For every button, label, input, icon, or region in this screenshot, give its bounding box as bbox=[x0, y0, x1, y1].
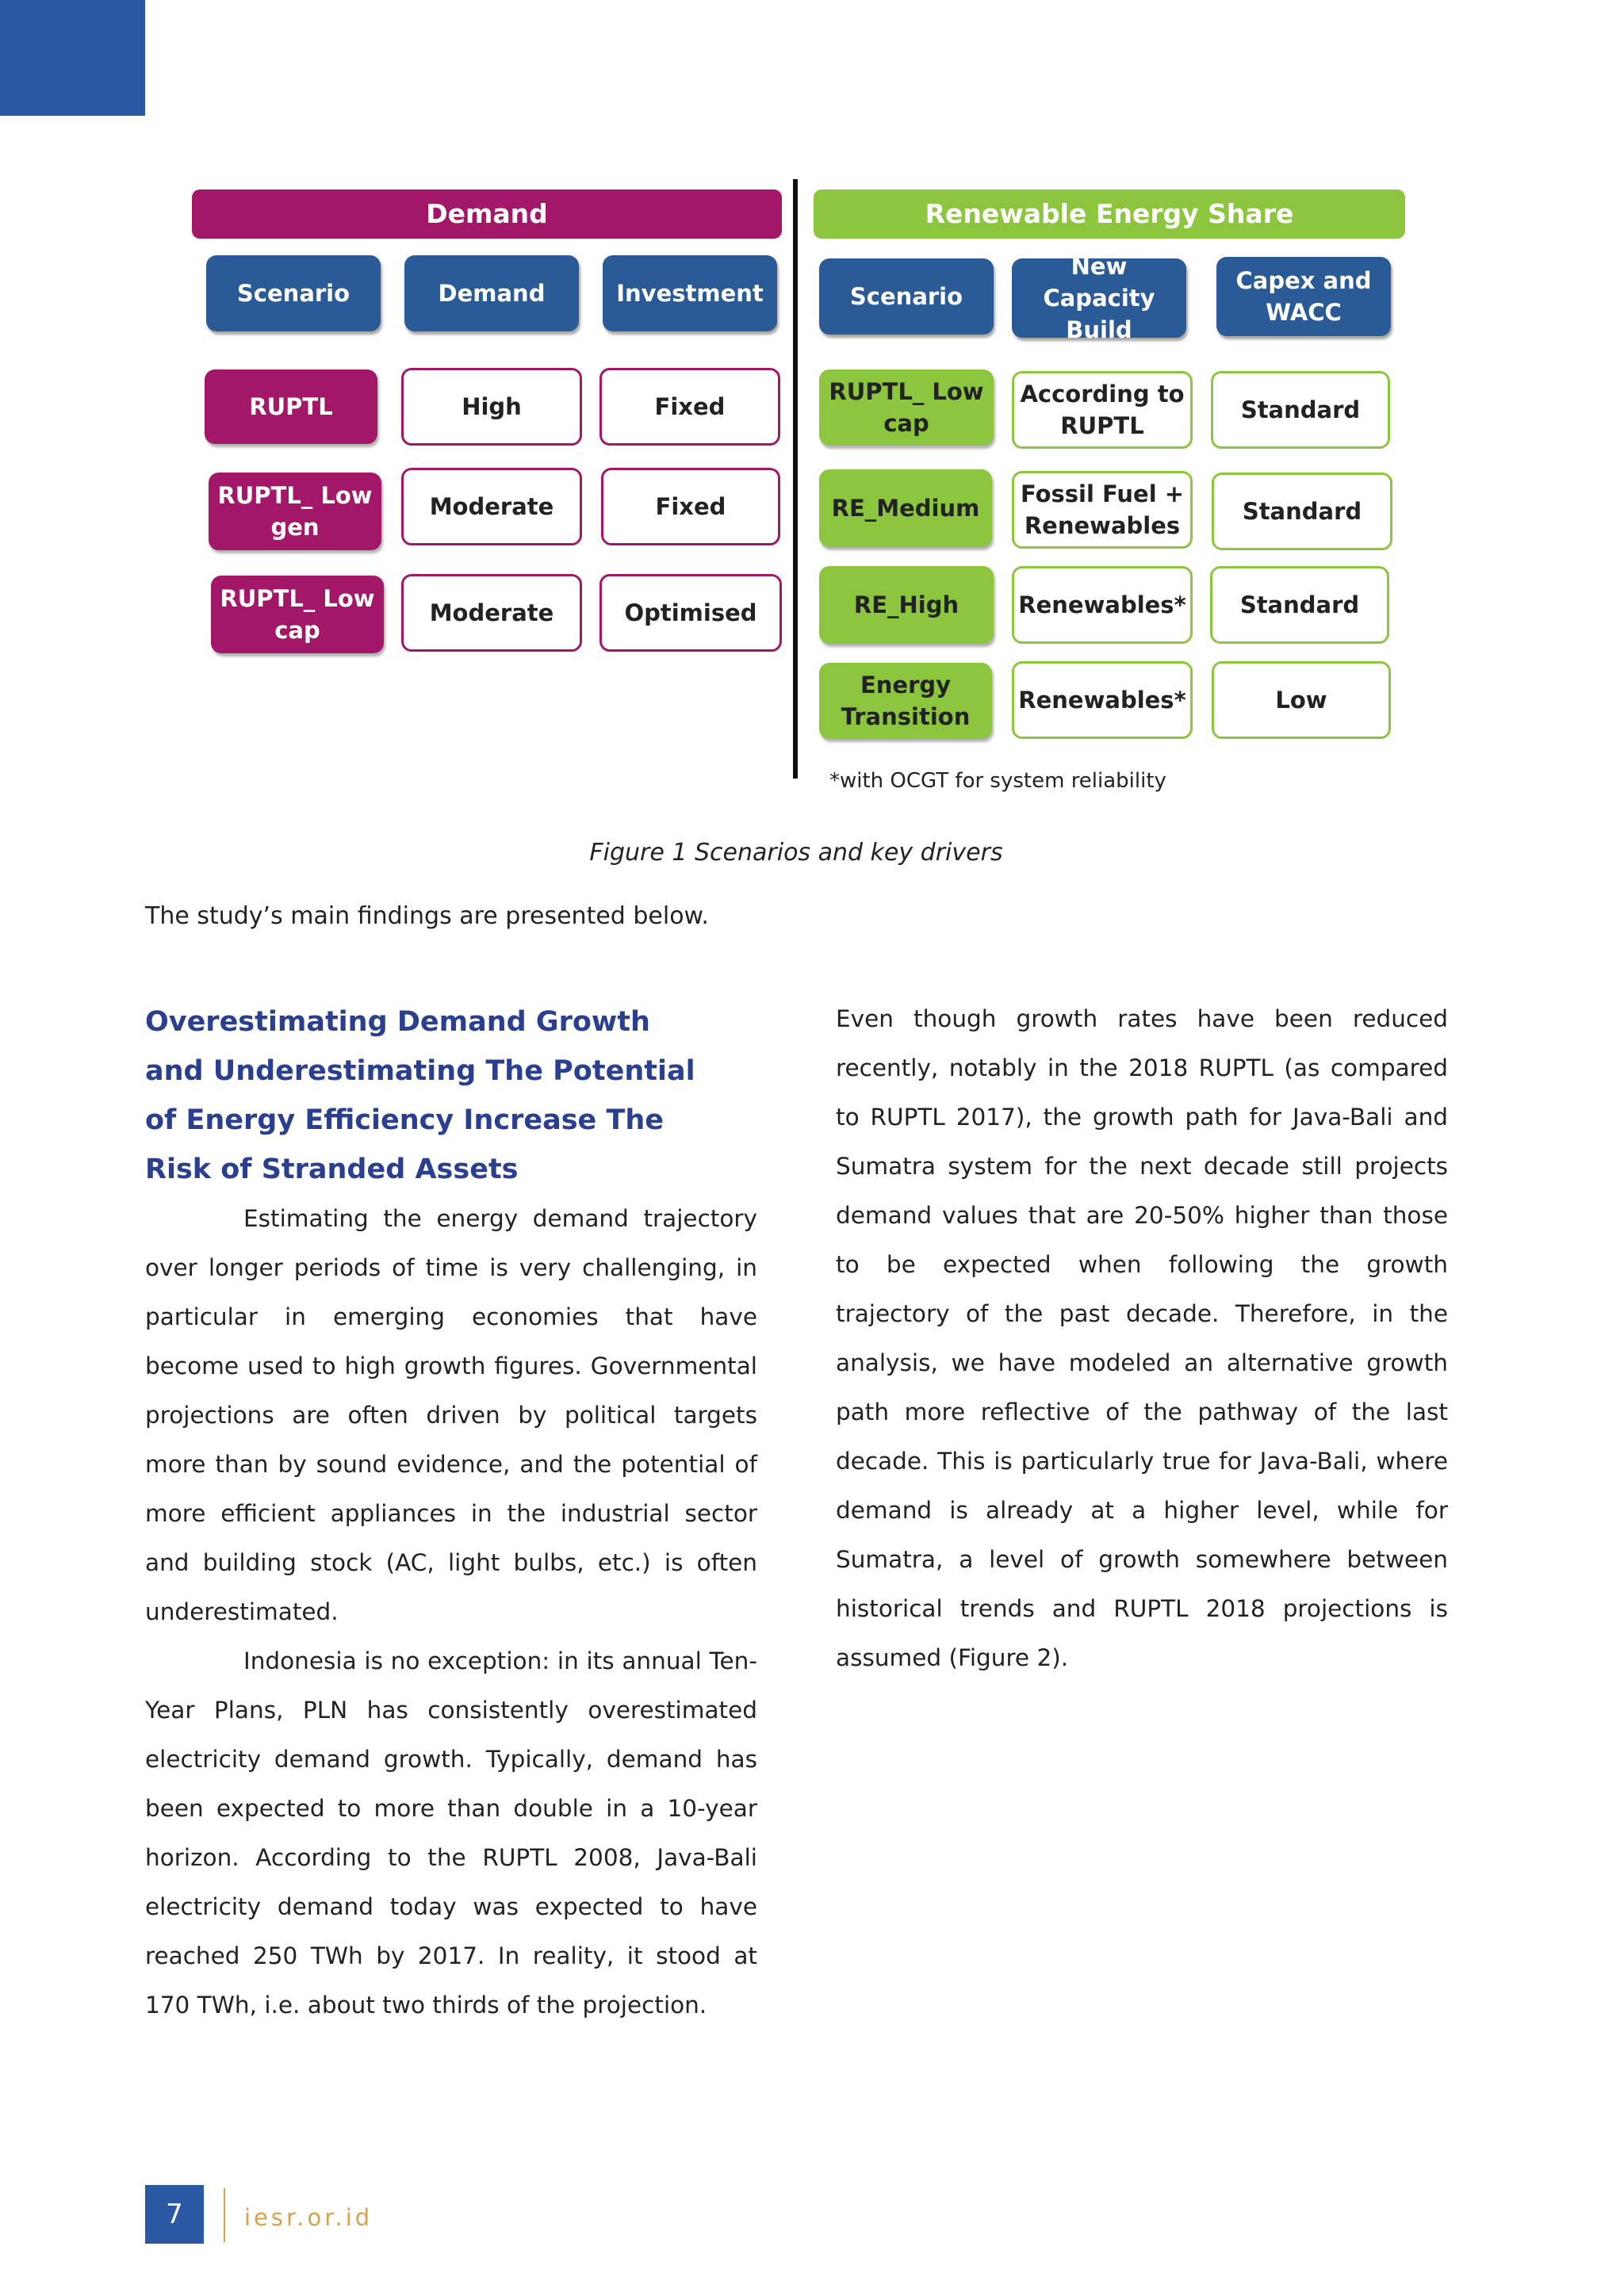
page-number: 7 bbox=[145, 2185, 204, 2244]
re-row-2-capex: Standard bbox=[1212, 473, 1392, 550]
figure-divider bbox=[793, 179, 798, 779]
renewable-energy-header: Renewable Energy Share bbox=[814, 189, 1405, 239]
re-row-4-capex: Low bbox=[1212, 661, 1391, 739]
right-column bbox=[836, 997, 1448, 1682]
figure-footnote: *with OCGT for system reliability bbox=[829, 769, 1166, 793]
demand-row-1-demand: High bbox=[401, 368, 582, 446]
re-row-3-capacity: Renewables* bbox=[1012, 566, 1193, 644]
re-row-3-scenario: RE_High bbox=[819, 566, 994, 644]
re-row-2-capacity: Fossil Fuel + Renewables bbox=[1012, 471, 1193, 549]
paragraph-2: Indonesia is no exception: in its annual Ten-Year Plans, PLN has consistently overestimated electricity demand growth. Typically, demand has been expected to more than double in a 10-year horizon. According to the RUPTL 2008, Java-Bali electricity demand today was expected to have reached 250 TWh by 2017. In reality, it stood at 170 TWh, i.e. about two thirds of the projection. bbox=[145, 1647, 757, 2019]
demand-col-scenario: Scenario bbox=[206, 255, 381, 331]
demand-row-1-scenario: RUPTL bbox=[205, 369, 377, 444]
paragraph-1: Estimating the energy demand trajectory over longer periods of time is very challenging, in particular in emerging economies that have become used to high growth figures. Governmental projections are often driven by political targets more than by sound evidence, and the potential of more efficient appliances in the industrial sector and building stock (AC, light bulbs, etc.) is often underestimated. bbox=[145, 1205, 757, 1625]
demand-row-2-investment: Fixed bbox=[601, 468, 780, 545]
re-row-3-capex: Standard bbox=[1210, 566, 1389, 644]
re-col-new-capacity: New Capacity Build bbox=[1012, 258, 1186, 338]
footer-divider bbox=[224, 2188, 225, 2242]
paragraph-3: Even though growth rates have been reduced recently, notably in the 2018 RUPTL (as compared to RUPTL 2017), the growth path for Java-Bali and Sumatra system for the next decade still projects demand values that are 20-50% higher than those to be expected when following the growth trajectory of the past decade. Therefore, in the analysis, we have modeled an alternative growth path more reflective of the pathway of the last decade. This is particularly true for Java-Bali, where demand is already at a higher level, while for Sumatra, a level of growth somewhere between historical trends and RUPTL 2018 projections is assumed (Figure 2). bbox=[836, 1005, 1448, 1671]
figure-caption: Figure 1 Scenarios and key drivers bbox=[589, 839, 1003, 867]
section-heading: Overestimating Demand Growth and Underestimating The Potential of Energy Efficiency Increase The Risk of Stranded Assets bbox=[145, 1006, 695, 1185]
re-col-scenario: Scenario bbox=[819, 258, 994, 335]
demand-row-3-investment: Optimised bbox=[599, 574, 782, 652]
demand-col-investment: Investment bbox=[603, 255, 777, 331]
demand-row-1-investment: Fixed bbox=[599, 368, 780, 446]
scenarios-figure bbox=[0, 0, 1624, 809]
re-row-1-capacity: According to RUPTL bbox=[1012, 371, 1193, 449]
re-row-2-scenario: RE_Medium bbox=[819, 469, 992, 547]
demand-col-demand: Demand bbox=[404, 255, 579, 331]
demand-row-2-demand: Moderate bbox=[401, 468, 582, 545]
re-row-1-scenario: RUPTL_ Low cap bbox=[819, 369, 994, 446]
re-row-4-capacity: Renewables* bbox=[1012, 661, 1193, 739]
demand-row-2-scenario: RUPTL_ Low gen bbox=[209, 473, 381, 550]
left-column bbox=[145, 997, 757, 2030]
re-row-1-capex: Standard bbox=[1211, 371, 1390, 449]
intro-text: The study’s main findings are presented below. bbox=[145, 902, 709, 930]
demand-row-3-demand: Moderate bbox=[401, 574, 582, 652]
re-row-4-scenario: Energy Transition bbox=[819, 663, 992, 739]
demand-row-3-scenario: RUPTL_ Low cap bbox=[211, 576, 384, 653]
demand-header: Demand bbox=[192, 189, 782, 239]
re-col-capex-wacc: Capex and WACC bbox=[1216, 257, 1391, 336]
site-url[interactable]: iesr.or.id bbox=[244, 2204, 373, 2231]
